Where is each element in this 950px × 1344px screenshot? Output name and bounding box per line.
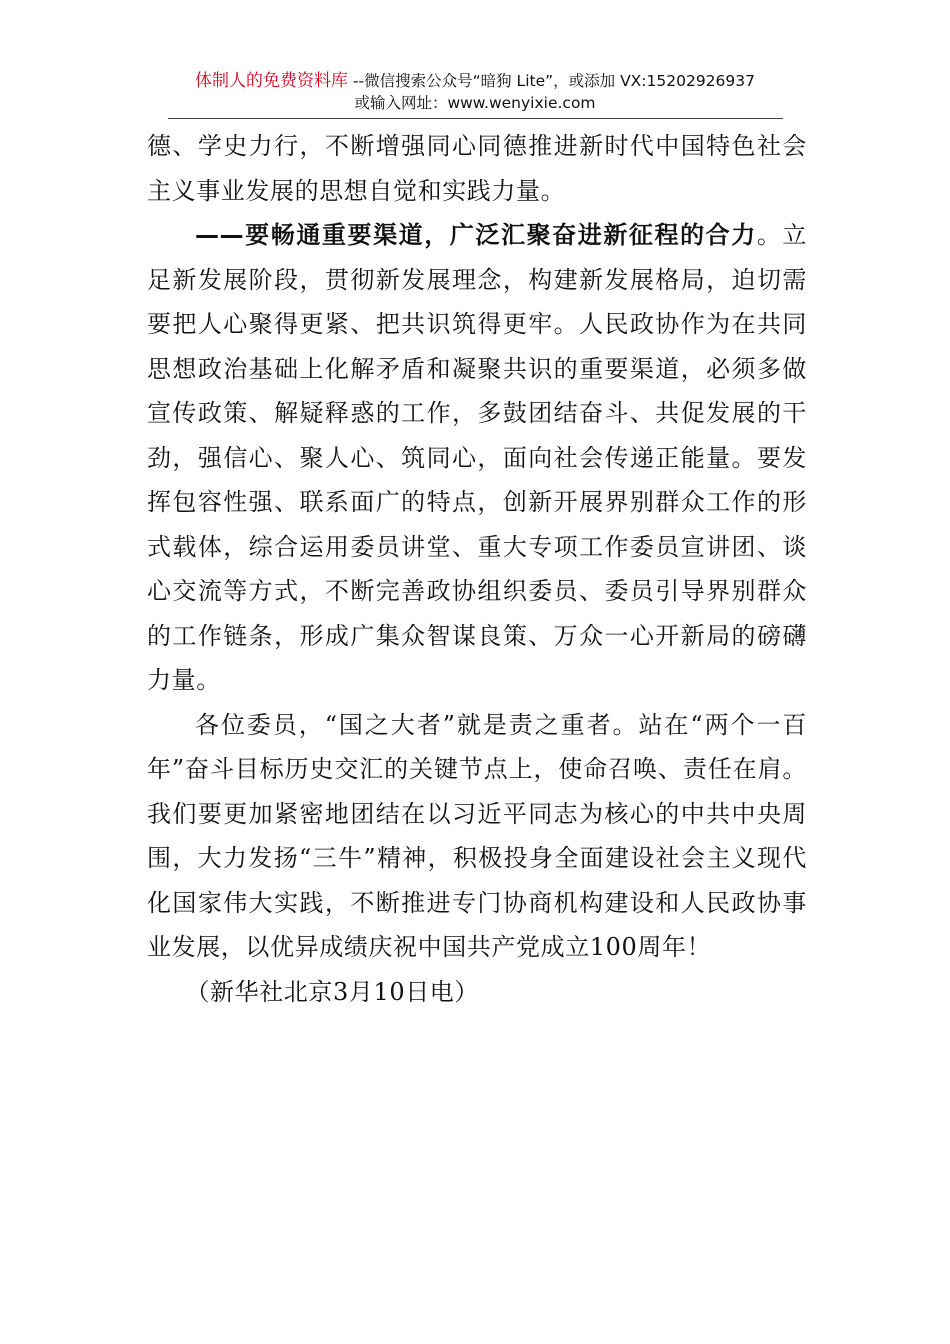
- paragraph-2-body: 。立足新发展阶段，贯彻新发展理念，构建新发展格局，迫切需要把人心聚得更紧、把共识筑得更牢。人民政协作为在共同思想政治基础上化解矛盾和凝聚共识的重要渠道，必须多做宣传政策、解疑释惑的工作，多鼓团结奋斗、共促发展的干劲，强信心、聚人心、筑同心，面向社会传递正能量。要发挥包容性强、联系面广的特点，创新开展界别群众工作的形式载体，综合运用委员讲堂、重大专项工作委员宣讲团、谈心交流等方式，不断完善政协组织委员、委员引导界别群众的工作链条，形成广集众智谋良策、万众一心开新局的磅礴力量。: [147, 221, 807, 694]
- header-line-1: [0, 70, 950, 92]
- paragraph-1: 德、学史力行，不断增强同心同德推进新时代中国特色社会主义事业发展的思想自觉和实践力量。: [147, 132, 807, 205]
- page-header: [0, 70, 950, 119]
- header-brand: 体制人的免费资料库: [194, 71, 348, 91]
- paragraph-2: [147, 213, 807, 703]
- header-line-2: 或输入网址：www.wenyixie.com: [354, 94, 596, 112]
- header-divider: [168, 118, 783, 119]
- header-promo-text: --微信搜索公众号“暗狗 Lite”，或添加 VX:15202926937: [347, 72, 755, 90]
- document-body: [147, 124, 807, 1014]
- dateline: （新华社北京3月10日电）: [185, 977, 479, 1006]
- paragraph-2-lead-heading: ——要畅通重要渠道，广泛汇聚奋进新征程的合力: [195, 221, 757, 249]
- paragraph-3: 各位委员，“国之大者”就是责之重者。站在“两个一百年”奋斗目标历史交汇的关键节点上，使命召唤、责任在肩。我们要更加紧密地团结在以习近平同志为核心的中共中央周围，大力发扬“三牛”精神，积极投身全面建设社会主义现代化国家伟大实践，不断推进专门协商机构建设和人民政协事业发展，以优异成绩庆祝中国共产党成立100周年！: [147, 710, 807, 961]
